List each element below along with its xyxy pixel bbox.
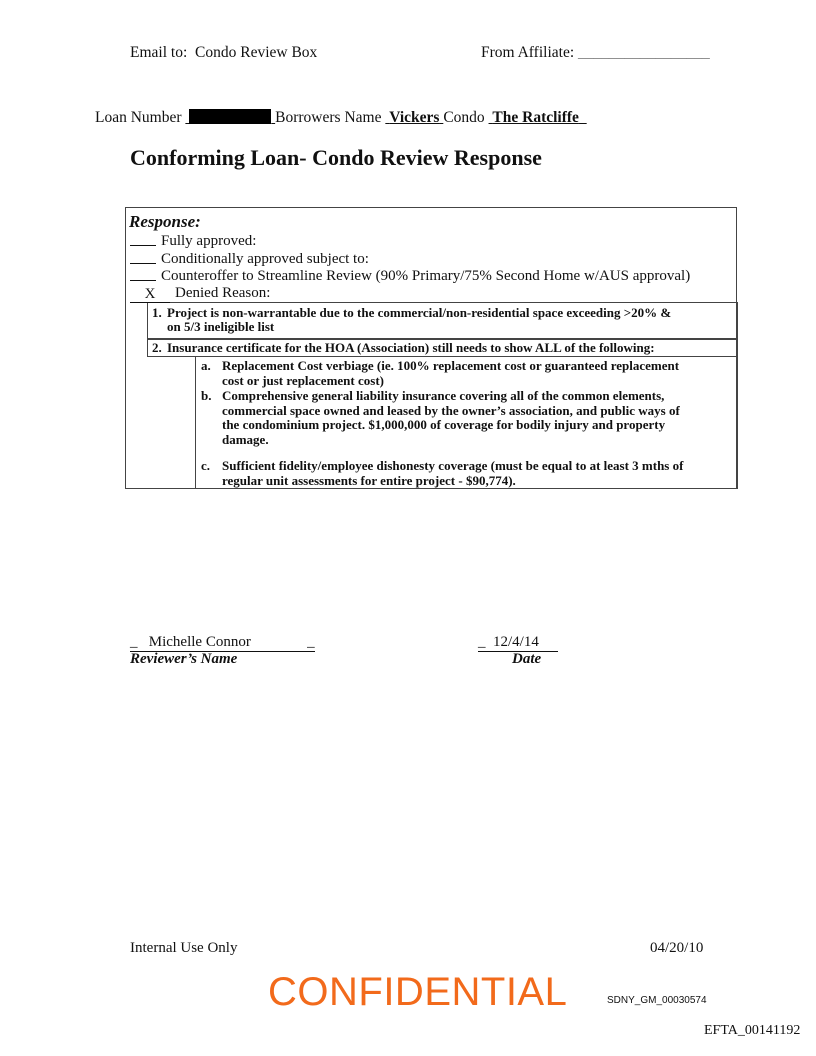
option-mark — [130, 267, 156, 281]
option-counteroffer — [130, 267, 690, 285]
sub-item-line: damage. — [222, 431, 269, 447]
date-field: _ 12/4/14 — [478, 634, 558, 652]
email-to-line — [130, 44, 317, 62]
reason-line: Insurance certificate for the HOA (Association) still needs to show ALL of the following: — [167, 340, 655, 355]
bates-number: SDNY_GM_00030574 — [607, 995, 707, 1006]
sub-item-label: b. — [201, 388, 212, 403]
reason-number: 1. — [152, 305, 162, 320]
borrowers-name-value: Vickers — [389, 109, 440, 126]
reviewer-name-label: Reviewer’s Name — [130, 651, 238, 667]
option-label: Denied Reason: — [175, 285, 271, 301]
from-affiliate-blank: _________________ — [578, 44, 710, 61]
sub-item-text — [222, 359, 679, 388]
sub-item-text — [222, 389, 680, 447]
reason-line: Project is non-warrantable due to the commercial/non-residential space exceeding >20% & — [167, 305, 672, 320]
internal-use-label: Internal Use Only — [130, 940, 238, 956]
option-label: Fully approved: — [161, 233, 257, 249]
condo-value: The Ratcliffe — [492, 109, 579, 126]
sub-item-line: Sufficient fidelity/employee dishonesty coverage (must be equal to at least 3 mths of — [222, 458, 684, 473]
sub-item-line: cost or just replacement cost) — [222, 372, 384, 388]
email-to-label: Email to: — [130, 44, 188, 61]
reviewer-name-value: Michelle Connor — [148, 634, 251, 650]
option-fully-approved — [130, 232, 256, 250]
reason-text — [167, 306, 671, 334]
option-mark-checked: X — [130, 287, 170, 303]
sub-item-label: a. — [201, 358, 211, 373]
loan-number-label: Loan Number — [95, 109, 182, 126]
option-mark — [130, 250, 156, 264]
sub-item-label: c. — [201, 458, 211, 473]
condo-label: Condo — [443, 109, 485, 126]
redaction-box — [189, 109, 271, 124]
option-label: Counteroffer to Streamline Review (90% Primary/75% Second Home w/AUS approval) — [161, 268, 691, 284]
reason-number: 2. — [152, 340, 162, 355]
date-value: 12/4/14 — [493, 634, 539, 650]
page-title: Conforming Loan- Condo Review Response — [130, 145, 542, 170]
option-conditionally-approved — [130, 250, 369, 268]
sub-item-line: the condominium project. $1,000,000 of coverage for bodily injury and property — [222, 417, 666, 433]
option-denied — [130, 285, 270, 303]
from-affiliate-line — [481, 44, 710, 62]
sub-item-line: commercial space owned and leased by the owner’s association, and public ways of — [222, 402, 680, 418]
form-date: 04/20/10 — [650, 940, 704, 956]
reason-line: on 5/3 ineligible list — [167, 319, 275, 334]
sub-item-line: Replacement Cost verbiage (ie. 100% replacement cost or guaranteed replacement — [222, 358, 680, 373]
option-mark — [130, 232, 156, 246]
email-to-value: Condo Review Box — [195, 44, 318, 61]
from-affiliate-label: From Affiliate: — [481, 44, 575, 61]
sub-item-line: regular unit assessments for entire project - $90,774). — [222, 472, 516, 488]
option-label: Conditionally approved subject to: — [161, 251, 369, 267]
reviewer-name-field: _ Michelle Connor _ — [130, 634, 315, 650]
response-heading: Response: — [129, 212, 201, 231]
sub-item-text — [222, 459, 683, 488]
confidential-stamp: CONFIDENTIAL — [268, 970, 568, 1014]
borrowers-name-label: Borrowers Name — [275, 109, 382, 126]
loan-info-line — [95, 109, 587, 127]
sub-item-line: Comprehensive general liability insurance covering all of the common elements, — [222, 388, 665, 403]
date-label: Date — [512, 651, 542, 667]
efta-number: EFTA_00141192 — [704, 1023, 801, 1038]
